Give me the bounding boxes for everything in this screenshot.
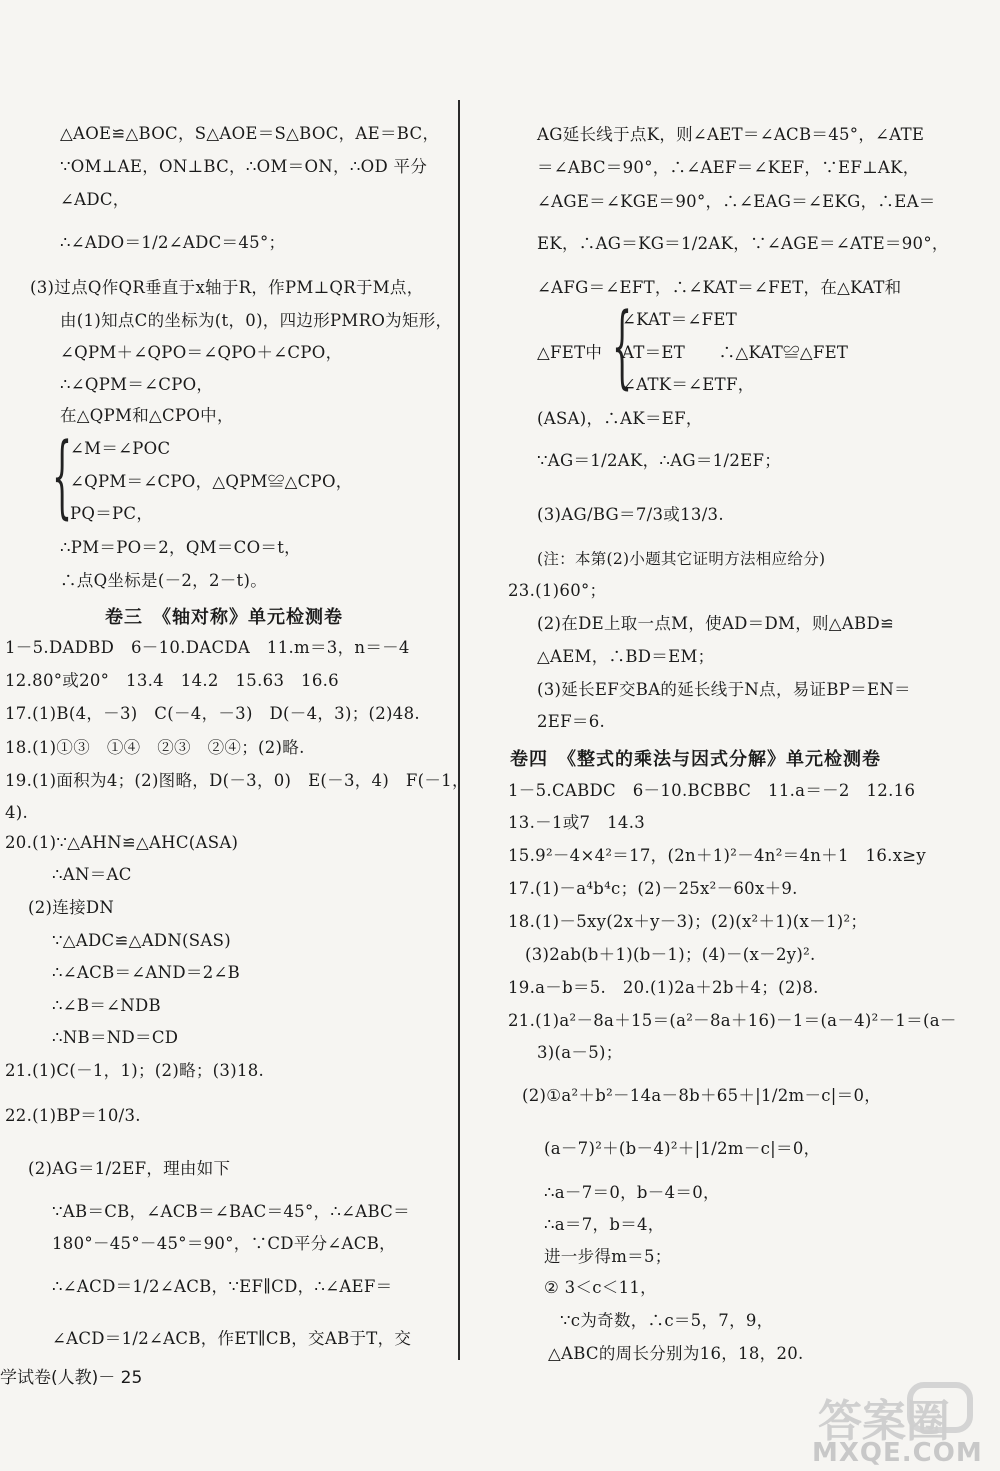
text-line: 在△QPM和△CPO中， <box>60 406 234 425</box>
text-line: ∴a＝7，b＝4， <box>544 1215 665 1234</box>
text-line: 23.(1)60°； <box>508 581 607 600</box>
text-line: △FET中 <box>537 343 603 362</box>
text-line: ∵AB＝CB，∠ACB＝∠BAC＝45°，∴∠ABC＝ <box>52 1202 410 1221</box>
text-line: ∴NB＝ND＝CD <box>52 1028 179 1047</box>
watermark-text: 答案圈 <box>818 1396 950 1447</box>
text-line: ∴a－7＝0，b－4＝0， <box>544 1183 720 1202</box>
text-line: (3)AG/BG＝7/3或13/3. <box>537 505 724 524</box>
text-line: 17.(1)B(4，－3) C(－4，－3) D(－4，3)；(2)48. <box>5 704 420 723</box>
text-line: △AOE≌△BOC，S△AOE＝S△BOC，AE＝BC， <box>60 124 440 143</box>
text-line: 2EF＝6. <box>537 712 606 731</box>
text-line: 18.(1)－5xy(2x＋y－3)；(2)(x²＋1)(x－1)²； <box>508 912 868 931</box>
text-line: ∴∠ADO＝1/2∠ADC＝45°； <box>60 233 286 252</box>
text-line: △AEM，∴BD＝EM； <box>537 647 715 666</box>
text-line: 22.(1)BP＝10/3. <box>5 1106 141 1125</box>
text-line: ∵△ADC≌△ADN(SAS) <box>52 931 231 950</box>
text-line: 21.(1)a²－8a＋15＝(a²－8a＋16)－1＝(a－4)²－1＝(a－ <box>508 1011 957 1030</box>
text-line: ∴∠ACD＝1/2∠ACB，∵EF∥CD，∴∠AEF＝ <box>52 1277 393 1296</box>
text-line: ＝∠ABC＝90°，∴∠AEF＝∠KEF，∵EF⊥AK， <box>537 158 920 177</box>
text-line: ∵AG＝1/2AK，∴AG＝1/2EF； <box>537 451 782 470</box>
watermark-url: MXQE.COM <box>812 1438 983 1468</box>
text-line: 进一步得m＝5； <box>544 1247 672 1266</box>
section-title-juan4: 卷四 《整式的乘法与因式分解》单元检测卷 <box>510 749 881 770</box>
text-line: ∴∠QPM＝∠CPO， <box>60 375 214 394</box>
text-line: ∴点Q坐标是(－2，2－t)。 <box>60 571 268 590</box>
text-line: (3)过点Q作QR垂直于x轴于R，作PM⊥QR于M点， <box>30 278 424 297</box>
text-line: 20.(1)∵△AHN≌△AHC(ASA) <box>5 833 239 852</box>
text-line: 180°－45°－45°＝90°，∵CD平分∠ACB， <box>52 1234 396 1253</box>
text-line: 17.(1)－a⁴b⁴c；(2)－25x²－60x＋9. <box>508 879 798 898</box>
note-line: (注：本第(2)小题其它证明方法相应给分) <box>537 550 826 568</box>
text-line: (3)延长EF交BA的延长线于N点，易证BP＝EN＝ <box>537 680 911 699</box>
text-line: 21.(1)C(－1，1)；(2)略；(3)18. <box>5 1061 265 1080</box>
text-line: (ASA)，∴AK＝EF， <box>537 409 703 428</box>
text-line: △ABC的周长分别为16，18，20. <box>548 1344 804 1363</box>
text-line: ∠AGE＝∠KGE＝90°，∴∠EAG＝∠EKG，∴EA＝ <box>537 192 936 211</box>
text-line: ∵OM⊥AE，ON⊥BC，∴OM＝ON，∴OD 平分 <box>60 157 428 176</box>
text-line: ∠ACD＝1/2∠ACB，作ET∥CB，交AB于T，交 <box>52 1329 412 1348</box>
text-line: PQ＝PC， <box>70 504 154 523</box>
text-line: 3)(a－5)； <box>537 1043 623 1062</box>
text-line: ∠QPM＝∠CPO，△QPM≌△CPO， <box>70 472 353 491</box>
text-line: ∠ADC， <box>60 190 130 209</box>
text-line: (2)①a²＋b²－14a－8b＋65＋|1/2m－c|＝0， <box>522 1086 882 1105</box>
section-title-juan3: 卷三 《轴对称》单元检测卷 <box>105 607 343 628</box>
text-line: 18.(1)①③ ①④ ②③ ②④；(2)略. <box>5 738 305 757</box>
text-line: (2)AG＝1/2EF，理由如下 <box>28 1159 231 1178</box>
text-line: ∴PM＝PO＝2，QM＝CO＝t， <box>60 538 301 557</box>
text-line: 4). <box>5 803 29 822</box>
text-line: ∠ATK＝∠ETF， <box>622 375 755 394</box>
text-line: 19.(1)面积为4；(2)图略，D(－3，0) E(－3，4) F(－1， <box>5 771 469 790</box>
text-line: 12.80°或20° 13.4 14.2 15.63 16.6 <box>5 671 339 690</box>
text-line: ∠KAT＝∠FET <box>622 310 738 329</box>
text-line: EK，∴AG＝KG＝1/2AK，∵∠AGE＝∠ATE＝90°， <box>537 234 949 253</box>
text-line: AG延长线于点K，则∠AET＝∠ACB＝45°，∠ATE <box>537 125 925 144</box>
text-line: ∴AN＝AC <box>52 865 132 884</box>
text-line: (3)2ab(b＋1)(b－1)；(4)－(x－2y)². <box>525 945 816 964</box>
text-line: ∵c为奇数，∴c＝5，7，9， <box>560 1311 774 1330</box>
text-line: 19.a－b＝5. 20.(1)2a＋2b＋4；(2)8. <box>508 978 819 997</box>
text-line: ∴∠ACB＝∠AND＝2∠B <box>52 963 241 982</box>
text-line: (a－7)²＋(b－4)²＋|1/2m－c|＝0， <box>544 1139 821 1158</box>
text-line: ∠AFG＝∠EFT，∴∠KAT＝∠FET，在△KAT和 <box>537 278 902 297</box>
text-line: ② 3＜c＜11， <box>544 1278 657 1297</box>
text-line: ∠QPM＋∠QPO＝∠QPO＋∠CPO， <box>60 343 343 362</box>
page-footer: 学试卷(人教)－ 25 <box>0 1368 143 1388</box>
system-brace: { <box>52 424 73 529</box>
system-brace: { <box>612 294 633 399</box>
column-divider <box>458 100 460 1360</box>
text-line: ∠M＝∠POC <box>70 439 171 458</box>
text-line: 1－5.CABDC 6－10.BCBBC 11.a＝－2 12.16 <box>508 781 916 800</box>
text-line: 由(1)知点C的坐标为(t，0)，四边形PMRO为矩形， <box>60 311 453 330</box>
text-line: ∴∠B＝∠NDB <box>52 996 161 1015</box>
text-line: 13.－1或7 14.3 <box>508 813 646 832</box>
text-line: (2)在DE上取一点M，使AD＝DM，则△ABD≌ <box>537 614 895 633</box>
text-line: AT＝ET ∴△KAT≌△FET <box>622 343 849 362</box>
text-line: (2)连接DN <box>28 898 115 917</box>
text-line: 15.9²－4×4²＝17，(2n＋1)²－4n²＝4n＋1 16.x≥y <box>508 846 927 865</box>
text-line: 1－5.DADBD 6－10.DACDA 11.m＝3，n＝－4 <box>5 638 410 657</box>
